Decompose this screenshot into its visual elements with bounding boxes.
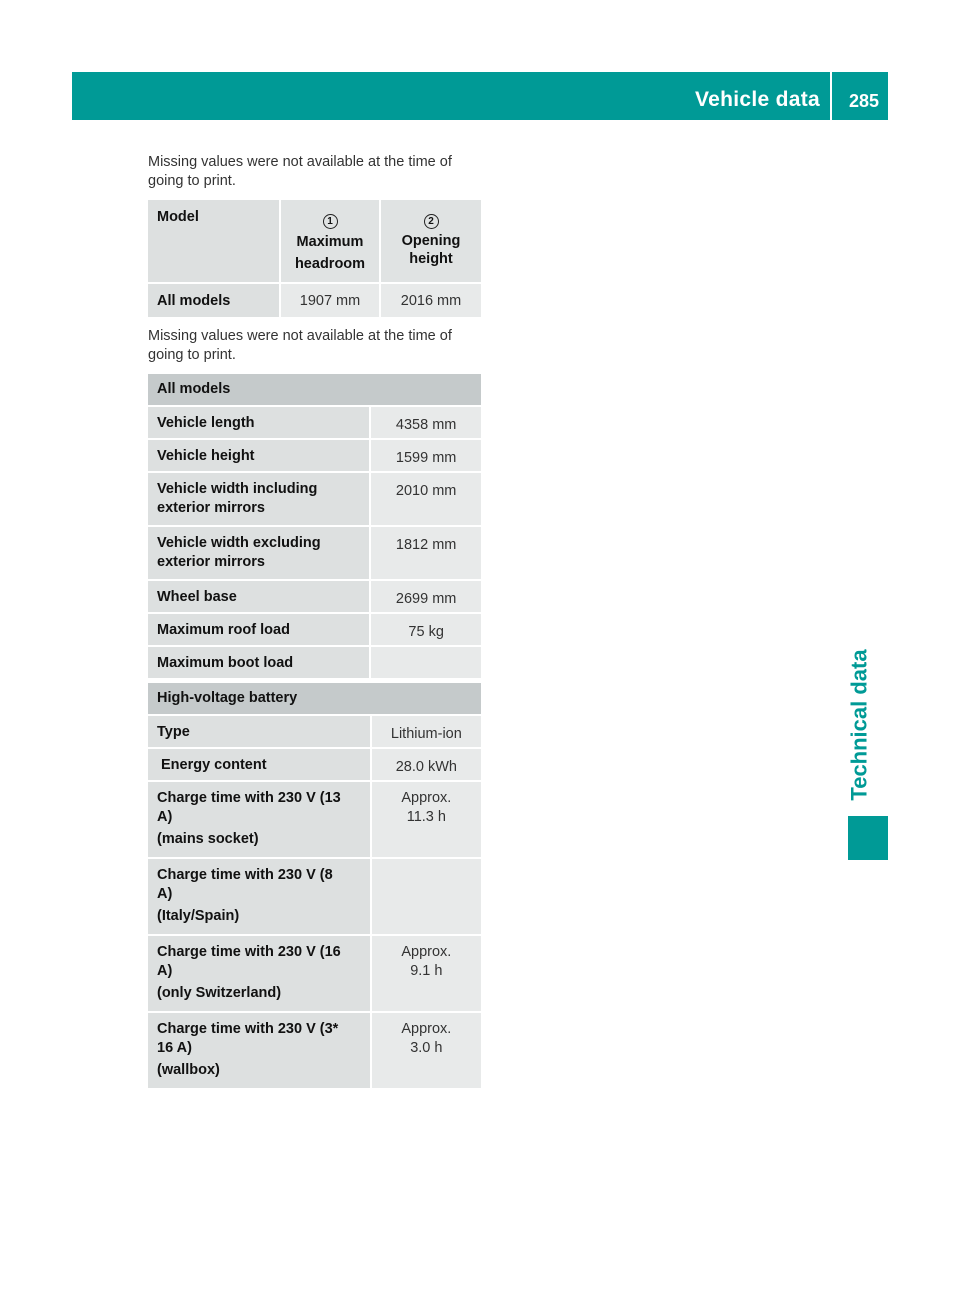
charge-time-label: Charge time with 230 V (13 A) [157,790,341,825]
row-value: 75 kg [371,614,481,645]
table-header-row [148,683,481,714]
row-value: 2699 mm [371,581,481,612]
row-value: 2010 mm [371,473,481,525]
row-label [148,782,370,857]
table-row [148,284,481,317]
row-value [372,936,481,1011]
row-label: Vehicle length [148,407,369,438]
row-label [148,859,370,934]
header-divider [830,72,832,120]
table-row [148,1013,481,1088]
header-bar [72,72,888,120]
charge-time-label: Charge time with 230 V (3* 16 A) [157,1021,339,1056]
column-header-max-headroom [281,200,379,282]
table-row [148,473,481,525]
row-label: Type [148,716,370,747]
row-label: All models [148,284,279,317]
row-label [148,936,370,1011]
row-value: 1599 mm [371,440,481,471]
charge-time-label: Charge time with 230 V (16 A) [157,944,341,979]
charge-condition-label: (only Switzerland) [157,985,282,1001]
dimensions-table [148,198,481,319]
row-value: 28.0 kWh [372,749,481,780]
vehicle-dimensions-table [148,372,481,680]
table-header-row [148,200,481,282]
column-header-opening-height [381,200,481,282]
row-value: Lithium-ion [372,716,481,747]
table-row [148,749,481,780]
table-row [148,527,481,579]
charge-condition-label: (mains socket) [157,831,259,847]
side-tab-label: Technical data [847,649,873,801]
table-row [148,440,481,471]
marker-1-icon: 1 [323,214,338,229]
table-row [148,716,481,747]
column-header-label: headroom [294,256,366,272]
note-missing-values-1: Missing values were not available at the time of going to print. [148,154,452,189]
row-value: 4358 mm [371,407,481,438]
column-header-label: Maximum [296,234,364,250]
table-row [148,936,481,1011]
table-row [148,614,481,645]
charge-time-value: Approx. 3.0 h [401,1021,452,1056]
row-value [371,647,481,678]
row-label: Energy content [148,749,370,780]
charge-condition-label: (wallbox) [157,1062,220,1078]
table-row [148,782,481,857]
row-label: Vehicle width including exterior mirrors [148,473,369,525]
side-tab [842,640,878,810]
row-label [148,1013,370,1088]
table-header: All models [148,374,369,405]
charge-condition-label: (Italy/Spain) [157,908,240,924]
table-row [148,859,481,934]
section-title: Vehicle data [695,88,820,111]
table-row [148,581,481,612]
page-number: 285 [848,91,879,111]
row-value: 1812 mm [371,527,481,579]
table-row [148,407,481,438]
row-value [372,782,481,857]
table-row [148,647,481,678]
side-tab-marker [848,816,888,860]
row-value [372,859,481,934]
charge-time-value: Approx. 11.3 h [401,790,452,825]
charge-time-label: Charge time with 230 V (8 A) [157,867,333,902]
column-header-model: Model [148,200,279,282]
note-missing-values-2: Missing values were not available at the time of going to print. [148,328,452,363]
value-max-headroom: 1907 mm [281,284,379,317]
battery-table [148,681,481,1090]
row-label: Maximum roof load [148,614,369,645]
marker-2-icon: 2 [424,214,439,229]
charge-time-value: Approx. 9.1 h [401,944,452,979]
row-label: Maximum boot load [148,647,369,678]
row-label: Wheel base [148,581,369,612]
row-label: Vehicle height [148,440,369,471]
column-header-label: Opening height [401,233,461,267]
row-value [372,1013,481,1088]
row-label: Vehicle width excluding exterior mirrors [148,527,369,579]
value-opening-height: 2016 mm [381,284,481,317]
table-header-row [148,374,481,405]
table-header: High-voltage battery [148,683,370,714]
